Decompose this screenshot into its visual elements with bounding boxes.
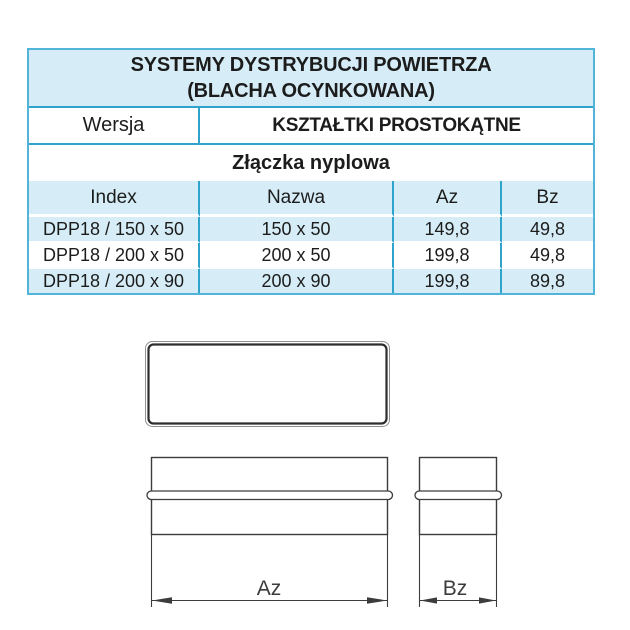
- col-header-az: Az: [394, 181, 502, 217]
- bz-arrow-right-icon: [479, 597, 496, 603]
- cell-bz: 49,8: [502, 243, 593, 269]
- bz-arrow-left-icon: [420, 597, 437, 603]
- col-header-index: Index: [29, 181, 200, 217]
- cell-az: 149,8: [394, 217, 502, 243]
- az-arrow-right-icon: [367, 597, 387, 604]
- dim-label-bz: Bz: [442, 577, 468, 600]
- cell-az: 199,8: [394, 269, 502, 293]
- dim-label-az: Az: [256, 577, 282, 600]
- front-view-bead: [147, 491, 393, 500]
- cell-index: DPP18 / 200 x 90: [29, 269, 200, 293]
- title-line-1: SYSTEMY DYSTRYBUCJI POWIETRZA: [130, 54, 492, 76]
- cell-bz: 49,8: [502, 217, 593, 243]
- category-label: KSZTAŁTKI PROSTOKĄTNE: [200, 108, 593, 145]
- title-line-2: (BLACHA OCYNKOWANA): [187, 80, 435, 102]
- cell-nazwa: 200 x 90: [200, 269, 394, 293]
- cell-index: DPP18 / 200 x 50: [29, 243, 200, 269]
- side-view-bead: [415, 491, 502, 500]
- cell-az: 199,8: [394, 243, 502, 269]
- product-name: Złączka nyplowa: [232, 151, 390, 174]
- col-header-bz: Bz: [502, 181, 593, 217]
- top-view-outer-wall: [146, 342, 390, 427]
- cell-nazwa: 200 x 50: [200, 243, 394, 269]
- cell-nazwa: 150 x 50: [200, 217, 394, 243]
- cell-index: DPP18 / 150 x 50: [29, 217, 200, 243]
- cell-bz: 89,8: [502, 269, 593, 293]
- col-header-nazwa: Nazwa: [200, 181, 394, 217]
- az-arrow-left-icon: [152, 597, 172, 604]
- version-label: Wersja: [29, 108, 200, 145]
